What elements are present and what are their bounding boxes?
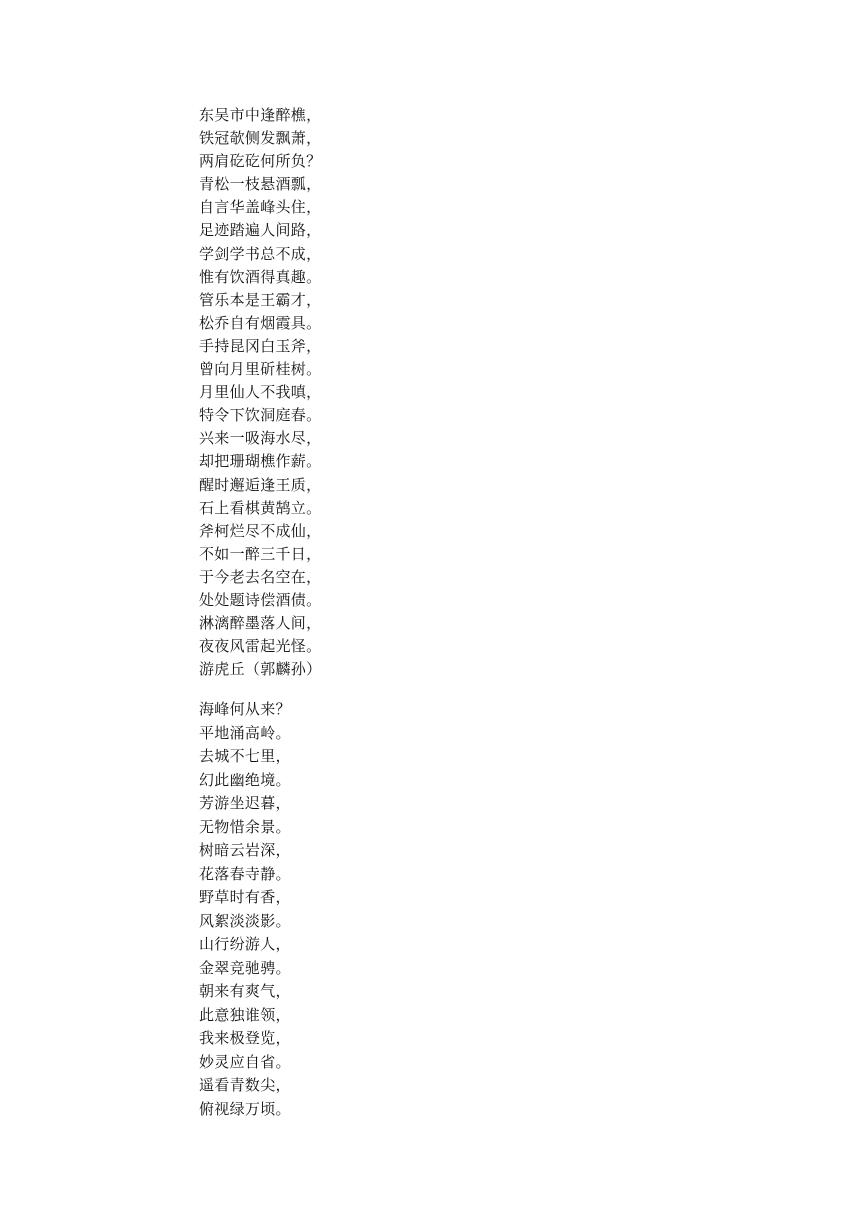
poem-line: 兴来一吸海水尽， [199, 429, 322, 448]
poem-line: 醒时邂逅逢王质， [199, 475, 322, 494]
poem-line: 足迹踏遍人间路， [199, 221, 322, 240]
poem-line: 遥看青数尖， [199, 1076, 291, 1094]
poem-line: 海峰何从来？ [199, 700, 291, 718]
poem-line: 不如一醉三千日， [199, 544, 322, 563]
poem-line: 却把珊瑚樵作薪。 [199, 452, 322, 471]
poem-line: 无物惜余景。 [199, 817, 291, 836]
poem-line: 松乔自有烟霞具。 [199, 313, 322, 332]
poem-line: 芳游坐迟暮， [199, 794, 291, 812]
poem-line: 铁冠欹侧发飘萧， [199, 129, 322, 148]
poem-line: 平地涌高岭。 [199, 723, 291, 742]
poem-line: 学剑学书总不成， [199, 244, 322, 263]
poem-line: 幻此幽绝境。 [199, 770, 291, 789]
poem-line: 朝来有爽气， [199, 982, 291, 1000]
poem-line: 于今老去名空在， [199, 567, 322, 586]
poem-2 [199, 698, 291, 1121]
poem-line: 金翠竞驰骋。 [199, 958, 291, 977]
poem-line: 曾向月里斫桂树。 [199, 360, 322, 379]
poem-line: 东吴市中逢醉樵， [199, 106, 322, 124]
poem-line: 山行纷游人， [199, 935, 291, 953]
poem-line: 自言华盖峰头住， [199, 198, 322, 217]
poem-line: 此意独谁领， [199, 1005, 291, 1024]
poem-line: 两肩矻矻何所负？ [199, 152, 322, 171]
poem-line: 斧柯烂尽不成仙， [199, 521, 322, 540]
poem-line: 夜夜风雷起光怪。 [199, 637, 322, 656]
poem-line: 风絮淡淡影。 [199, 911, 291, 930]
poem-line: 石上看棋黄鹄立。 [199, 498, 322, 517]
poem-line: 月里仙人不我嗔， [199, 383, 322, 402]
poem-line: 树暗云岩深， [199, 841, 291, 859]
poem-line: 淋漓醉墨落人间， [199, 614, 322, 633]
poem-line: 野草时有香， [199, 888, 291, 906]
poem-line: 去城不七里， [199, 747, 291, 765]
poem-line: 管乐本是王霸才， [199, 290, 322, 309]
poem-line: 处处题诗偿酒债。 [199, 590, 322, 609]
poem-line: 妙灵应自省。 [199, 1052, 291, 1071]
poem-line: 俯视绿万顷。 [199, 1099, 291, 1118]
poem-1 [199, 104, 321, 681]
poem-line: 我来极登览， [199, 1029, 291, 1047]
poem-line: 花落春寺静。 [199, 864, 291, 883]
poem-line: 手持昆冈白玉斧， [199, 336, 322, 355]
poem-attribution: 游虎丘（郭麟孙） [199, 660, 322, 679]
poem-line: 青松一枝悬酒瓢， [199, 175, 322, 194]
poem-line: 特令下饮洞庭春。 [199, 406, 322, 425]
poem-line: 惟有饮酒得真趣。 [199, 267, 322, 286]
